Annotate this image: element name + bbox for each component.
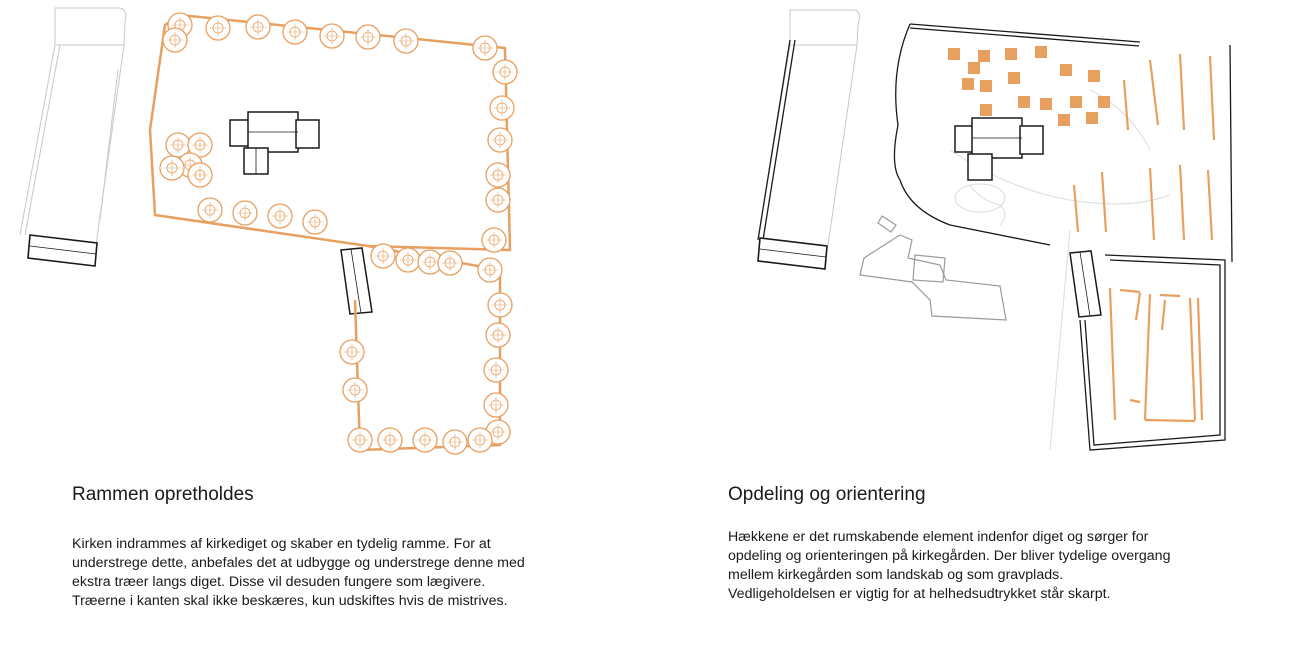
road-outline — [20, 8, 126, 245]
tree-icon — [348, 428, 372, 452]
tree-icon — [484, 358, 508, 382]
church-icon — [955, 118, 1043, 180]
tree-icon — [473, 36, 497, 60]
right-panel — [650, 0, 1300, 650]
left-description — [72, 535, 592, 611]
right-title: Opdeling og orientering — [728, 484, 926, 505]
tree-icon — [488, 293, 512, 317]
hedge-icon — [1074, 54, 1214, 421]
left-title: Rammen opretholdes — [72, 484, 254, 505]
tree-icon — [378, 428, 402, 452]
hedge-icon — [1130, 400, 1140, 402]
tree-icon — [163, 28, 187, 52]
hedge-icon — [1136, 293, 1140, 320]
text-line: mellem kirkegården som landskab og som gravplads. — [728, 567, 1064, 583]
tree-icon — [438, 251, 462, 275]
tree-icon — [394, 29, 418, 53]
grave-icon — [948, 46, 1110, 126]
hedge-icon — [1180, 165, 1184, 240]
text-line: Træerne i kanten skal ikke beskæres, kun udskiftes hvis de mistrives. — [72, 593, 508, 609]
grave-icon — [968, 62, 980, 74]
hedge-icon — [1074, 185, 1078, 232]
tree-icon — [206, 16, 230, 40]
tree-icon — [486, 163, 510, 187]
text-line: opdeling og orienteringen på kirkegården. Der bliver tydelige overgang — [728, 548, 1171, 564]
tree-icon — [283, 20, 307, 44]
hedge-structure-diagram — [650, 0, 1300, 470]
tree-icon — [482, 228, 506, 252]
tree-icon — [493, 60, 517, 84]
tree-icon — [396, 248, 420, 272]
outbuilding — [758, 238, 827, 269]
grave-icon — [962, 78, 974, 90]
tree-icon — [233, 201, 257, 225]
hedge-icon — [1110, 288, 1115, 420]
grave-icon — [1005, 48, 1017, 60]
hedge-icon — [1150, 60, 1158, 125]
grave-icon — [978, 50, 990, 62]
grave-icon — [1098, 96, 1110, 108]
grave-icon — [1088, 70, 1100, 82]
grave-icon — [1035, 46, 1047, 58]
tree-icon — [343, 378, 367, 402]
grave-icon — [1086, 112, 1098, 124]
tree-icon — [371, 244, 395, 268]
hedge-icon — [1198, 298, 1202, 420]
hedge-icon — [1145, 294, 1150, 420]
grave-icon — [948, 48, 960, 60]
tree-icon — [198, 198, 222, 222]
grave-icon — [1018, 96, 1030, 108]
text-line: understrege dette, anbefales det at udbygge og understrege denne med — [72, 555, 525, 571]
hedge-icon — [1162, 300, 1165, 330]
tree-icon — [490, 96, 514, 120]
tree-icon — [320, 24, 344, 48]
tree-icon — [486, 323, 510, 347]
tree-icon — [268, 204, 292, 228]
road-outline — [758, 10, 859, 245]
chapel — [341, 248, 372, 314]
tree-icon — [443, 430, 467, 454]
hedge-icon — [1150, 168, 1154, 240]
tree-icon — [413, 428, 437, 452]
grave-icon — [1058, 114, 1070, 126]
tree-frame-diagram — [0, 0, 650, 470]
tree-icon — [340, 340, 364, 364]
churchyard-dike — [150, 15, 510, 450]
tree-row — [160, 13, 517, 454]
tree-icon — [486, 188, 510, 212]
tree-icon — [303, 210, 327, 234]
hedge-icon — [1160, 295, 1180, 296]
hedge-icon — [1210, 56, 1214, 140]
text-line: Vedligeholdelsen er vigtig for at helhedsudtrykket står skarpt. — [728, 586, 1111, 602]
tree-icon — [468, 428, 492, 452]
tree-icon — [160, 156, 184, 180]
hedge-icon — [1120, 290, 1140, 292]
grave-icon — [1040, 98, 1052, 110]
tree-icon — [246, 15, 270, 39]
grave-icon — [1070, 96, 1082, 108]
hedge-icon — [1145, 420, 1195, 421]
hedge-icon — [1208, 170, 1212, 240]
grave-icon — [1008, 72, 1020, 84]
tree-icon — [478, 258, 502, 282]
tree-icon — [484, 393, 508, 417]
church-icon — [230, 112, 319, 174]
text-line: ekstra træer langs diget. Disse vil desuden fungere som lægivere. — [72, 574, 486, 590]
hedge-icon — [1190, 298, 1195, 420]
tree-icon — [488, 128, 512, 152]
text-line: Kirken indrammes af kirkediget og skaber en tydelig ramme. For at — [72, 536, 491, 552]
text-line: Hækkene er det rumskabende element indenfor diget og sørger for — [728, 529, 1149, 545]
chapel — [1070, 251, 1101, 317]
hedge-icon — [1102, 172, 1106, 232]
grave-icon — [980, 104, 992, 116]
right-description — [728, 528, 1248, 604]
outbuilding — [28, 235, 97, 266]
grave-icon — [980, 80, 992, 92]
grave-icon — [1060, 64, 1072, 76]
hedge-icon — [1124, 80, 1128, 130]
tree-icon — [356, 25, 380, 49]
tree-icon — [188, 163, 212, 187]
hedge-icon — [1180, 54, 1184, 130]
